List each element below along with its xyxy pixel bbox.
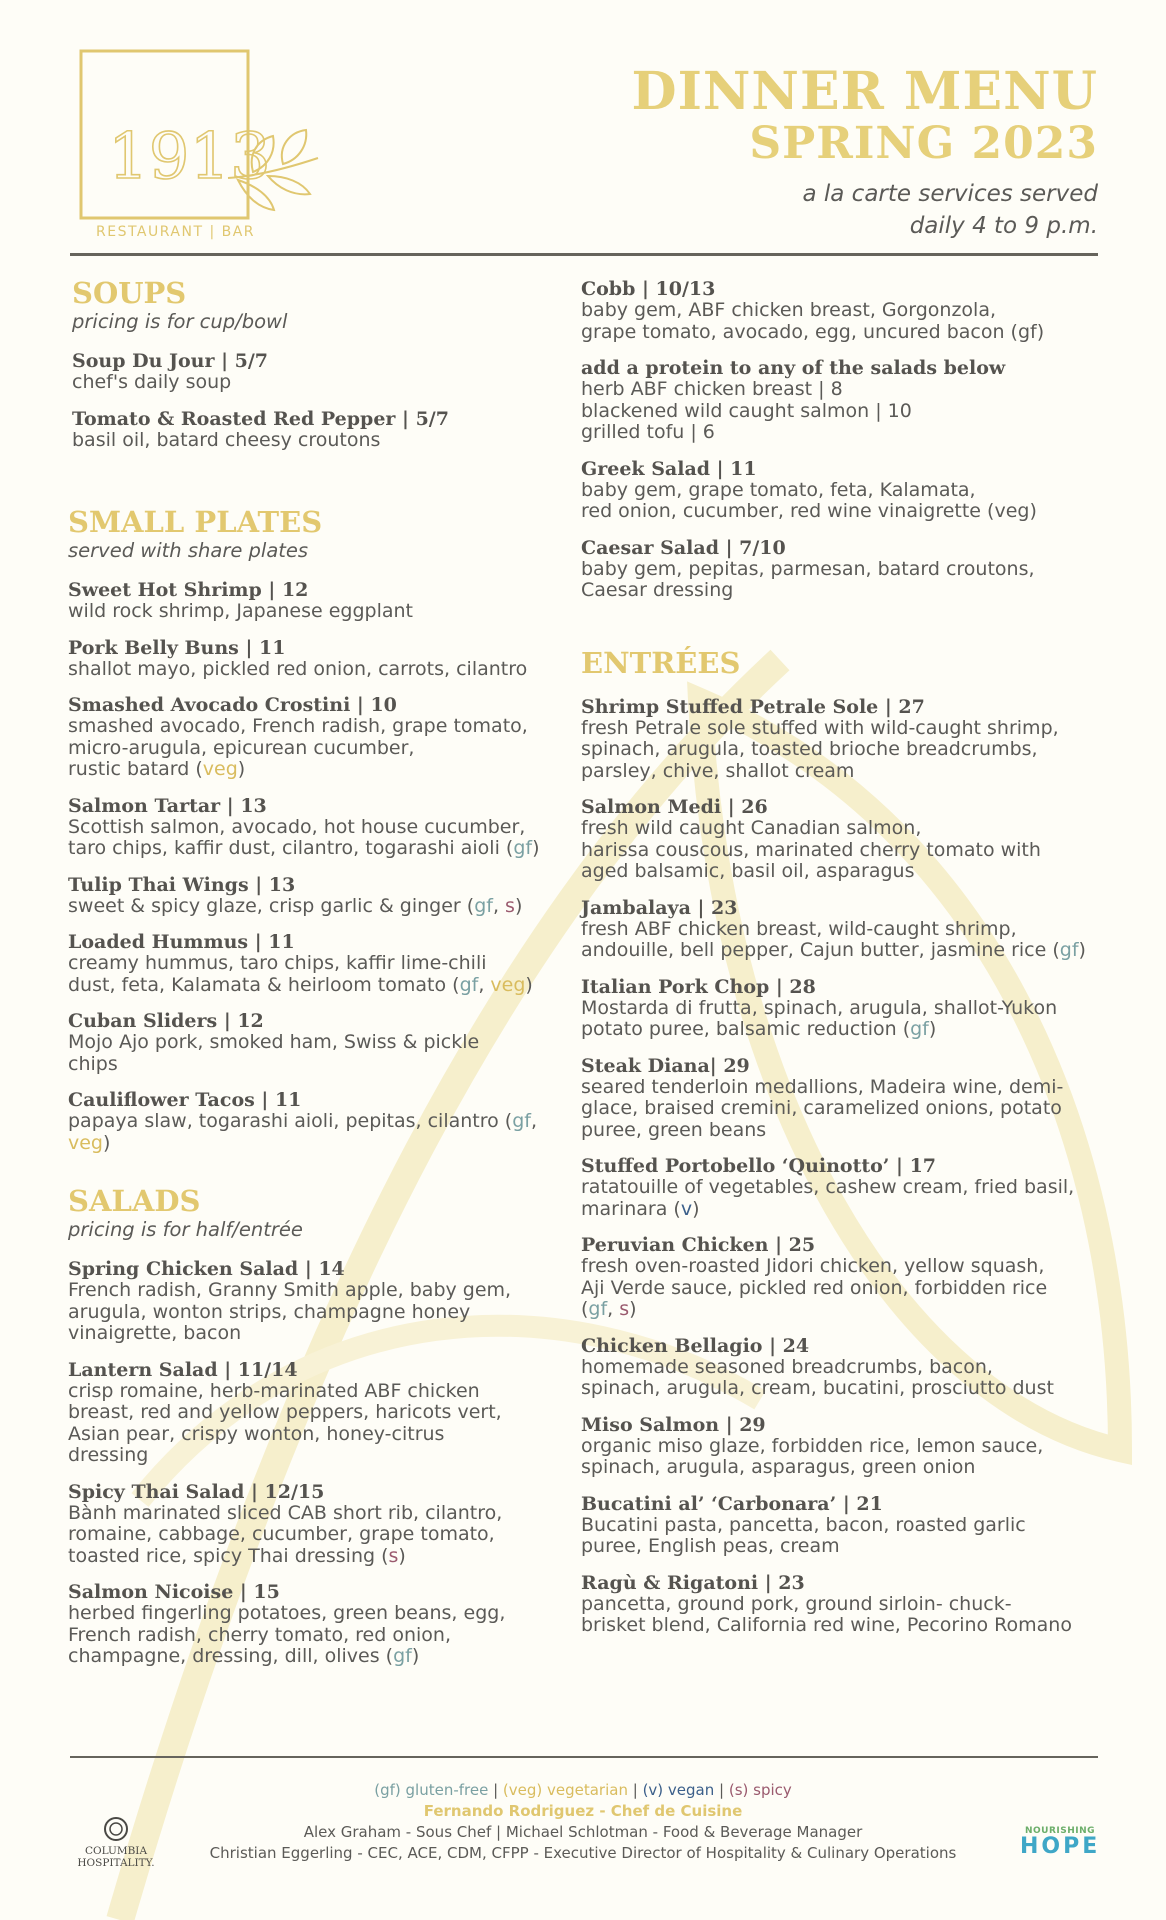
section-title: SMALL PLATES	[68, 505, 323, 539]
svg-text:1913: 1913	[108, 120, 271, 194]
protein-addon: add a protein to any of the salads below herb ABF chicken breast | 8 blackened wild caught salmon | 10 grilled tofu | 6	[581, 357, 1006, 443]
director-credit: Christian Eggerling - CEC, ACE, CDM, CFPP - Executive Director of Hospitality & Culinary Operations	[209, 1844, 957, 1862]
menu-item: Loaded Hummus | 11 creamy hummus, taro chips, kaffir lime-chili dust, feta, Kalamata & heirloom tomato (gf, veg)	[68, 931, 533, 996]
menu-item: Tomato & Roasted Red Pepper | 5/7 basil oil, batard cheesy croutons	[72, 407, 449, 451]
header-divider	[70, 253, 1098, 256]
menu-item: Salmon Medi | 26 fresh wild caught Canadian salmon, harissa couscous, marinated cherry tomato with aged balsamic, basil oil, asparagus	[581, 796, 1041, 882]
gf-tag: gf	[513, 837, 533, 859]
menu-season: SPRING 2023	[749, 118, 1098, 169]
section-title: SOUPS	[72, 276, 187, 310]
logo-tagline: RESTAURANT | BAR	[96, 224, 256, 240]
legend-vegan: (v) vegan	[642, 1781, 715, 1799]
menu-item: Jambalaya | 23 fresh ABF chicken breast, wild-caught shrimp, andouille, bell pepper, Cajun butter, jasmine rice (gf)	[581, 896, 1086, 961]
vegan-tag: v	[680, 1197, 693, 1220]
legend-gf: (gf) gluten-free	[374, 1781, 489, 1799]
columbia-logo-icon	[103, 1816, 129, 1842]
menu-item: Greek Salad | 11 baby gem, grape tomato, feta, Kalamata, red onion, cucumber, red wine vinaigrette (veg)	[581, 457, 1037, 522]
diet-legend: (gf) gluten-free | (veg) vegetarian | (v) vegan | (s) spicy	[374, 1781, 792, 1799]
menu-item: Shrimp Stuffed Petrale Sole | 27 fresh Petrale sole stuffed with wild-caught shrimp, spinach, arugula, toasted brioche breadcrumbs, parsley, chive, shallot cream	[581, 695, 1059, 782]
menu-title-block	[631, 61, 1098, 242]
menu-item: Spring Chicken Salad | 14 French radish, Granny Smith apple, baby gem, arugula, wonton strips, champagne honey vinaigrette, bacon	[68, 1258, 512, 1344]
gf-tag: gf	[910, 1018, 929, 1040]
legend-spicy: (s) spicy	[728, 1781, 792, 1799]
footer	[140, 1780, 1026, 1864]
menu-item: Tulip Thai Wings | 13 sweet & spicy glaze, crisp garlic & ginger (gf, s)	[68, 873, 523, 917]
right-column	[581, 278, 1101, 1651]
small-plates-section	[68, 505, 568, 1154]
menu-item: Cuban Sliders | 12 Mojo Ajo pork, smoked ham, Swiss & pickle chips	[68, 1010, 480, 1075]
nourishing-hope-logo: NOURISHING HOPE	[1020, 1826, 1101, 1859]
staff-credit: Alex Graham - Sous Chef | Michael Schlotman - Food & Beverage Manager	[303, 1823, 863, 1841]
gf-tag: gf	[474, 894, 493, 917]
menu-title: DINNER MENU	[631, 61, 1098, 122]
left-column	[68, 276, 568, 1682]
restaurant-logo	[78, 48, 328, 248]
veg-tag: veg	[68, 1131, 103, 1154]
chef-credit: Fernando Rodriguez - Chef de Cuisine	[423, 1802, 743, 1820]
footer-divider	[70, 1756, 1098, 1758]
menu-item: Salmon Tartar | 13 Scottish salmon, avocado, hot house cucumber, taro chips, kaffir dust, cilantro, togarashi aioli (gf)	[68, 794, 540, 859]
entrees-section	[581, 646, 1101, 1637]
menu-item: Lantern Salad | 11/14 crisp romaine, herb-marinated ABF chicken breast, red and yellow peppers, haricots vert, Asian pear, crispy wonton, honey-citrus dressing	[68, 1358, 502, 1466]
menu-item: Ragù & Rigatoni | 23 pancetta, ground pork, ground sirloin- chuck- brisket blend, California red wine, Pecorino Romano	[581, 1571, 1072, 1636]
section-note: pricing is for cup/bowl	[72, 310, 288, 333]
salads-section	[68, 1184, 568, 1668]
spicy-tag: s	[505, 894, 515, 917]
menu-item: Steak Diana| 29 seared tenderloin medallions, Madeira wine, demi- glace, braised cremini, caramelized onions, potato puree, green beans	[581, 1054, 1064, 1141]
menu-item: Chicken Bellagio | 24 homemade seasoned breadcrumbs, bacon, spinach, arugula, cream, bucatini, prosciutto dust	[581, 1334, 1054, 1399]
menu-item: Miso Salmon | 29 organic miso glaze, forbidden rice, lemon sauce, spinach, arugula, asparagus, green onion	[581, 1413, 1044, 1478]
menu-item: Cauliflower Tacos | 11 papaya slaw, togarashi aioli, pepitas, cilantro (gf, veg)	[68, 1089, 538, 1154]
gf-tag: gf	[393, 1645, 412, 1667]
menu-item: Sweet Hot Shrimp | 12 wild rock shrimp, Japanese eggplant	[68, 579, 413, 622]
veg-tag: veg	[490, 973, 526, 996]
menu-item: Soup Du Jour | 5/7 chef's daily soup	[72, 350, 269, 393]
soups-section	[72, 276, 568, 451]
service-hours: a la carte services served daily 4 to 9 p.m.	[802, 181, 1098, 239]
spicy-tag: s	[388, 1544, 399, 1567]
menu-item: Bucatini al’ ‘Carbonara’ | 21 Bucatini pasta, pancetta, bacon, roasted garlic puree, English peas, cream	[581, 1492, 1026, 1557]
menu-item: Peruvian Chicken | 25 fresh oven-roasted Jidori chicken, yellow squash, Aji Verde sauce, pickled red onion, forbidden rice (gf, s)	[581, 1234, 1048, 1320]
columbia-hospitality-logo: COLUMBIA HOSPITALITY.	[76, 1816, 156, 1869]
gf-tag: gf	[1059, 939, 1079, 961]
menu-item: Pork Belly Buns | 11 shallot mayo, pickled red onion, carrots, cilantro	[68, 636, 528, 680]
legend-veg: (veg) vegetarian	[502, 1781, 628, 1799]
veg-tag: veg	[202, 758, 238, 780]
gf-tag: gf	[588, 1298, 608, 1320]
gf-tag: gf	[459, 973, 479, 996]
section-note: served with share plates	[68, 539, 309, 562]
menu-item: Caesar Salad | 7/10 baby gem, pepitas, parmesan, batard croutons, Caesar dressing	[581, 536, 1035, 601]
menu-item: Stuffed Portobello ‘Quinotto’ | 17 ratatouille of vegetables, cashew cream, fried basil, marinara (v)	[581, 1155, 1075, 1220]
section-title: ENTRÉES	[581, 645, 741, 680]
menu-item: Salmon Nicoise | 15 herbed fingerling potatoes, green beans, egg, French radish, cherry tomato, red onion, champagne, dressing, dill, olives (gf)	[68, 1581, 506, 1667]
menu-item: Italian Pork Chop | 28 Mostarda di frutta, spinach, arugula, shallot-Yukon potato puree, balsamic reduction (gf)	[581, 975, 1058, 1040]
section-note: pricing is for half/entrée	[68, 1218, 303, 1241]
gf-tag: gf	[512, 1110, 531, 1132]
menu-item: Cobb | 10/13 baby gem, ABF chicken breast, Gorgonzola, grape tomato, avocado, egg, uncured bacon (gf)	[581, 278, 1045, 343]
spicy-tag: s	[619, 1298, 630, 1320]
section-title: SALADS	[68, 1184, 201, 1218]
menu-item: Spicy Thai Salad | 12/15 Bành marinated sliced CAB short rib, cilantro, romaine, cabbage, cucumber, grape tomato, toasted rice, spicy Thai dressing (s)	[68, 1480, 503, 1567]
menu-item: Smashed Avocado Crostini | 10 smashed avocado, French radish, grape tomato, micro-arugula, epicurean cucumber, rustic batard (veg)	[68, 694, 528, 780]
